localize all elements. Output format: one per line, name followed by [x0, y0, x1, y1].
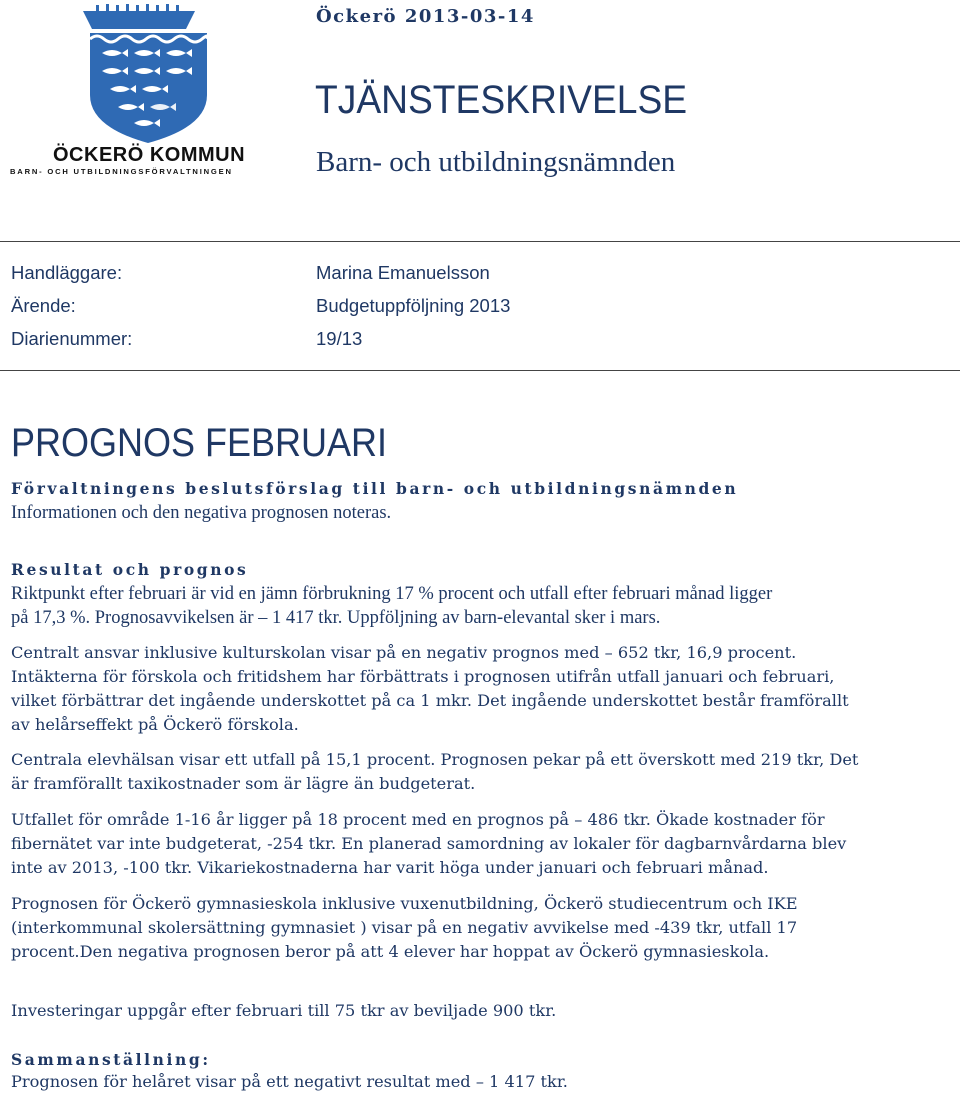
paragraph-2-line: av helårseffekt på Öckerö förskola. — [11, 715, 299, 734]
paragraph-4-line: Utfallet för område 1-16 år ligger på 18 procent med en prognos på – 486 tkr. Ökade kostnader för — [11, 810, 825, 829]
document-title: TJÄNSTESKRIVELSE — [315, 78, 688, 122]
handlaggare-label: Handläggare: — [11, 262, 123, 283]
paragraph-3 — [11, 748, 956, 796]
logo-wordmark — [10, 144, 268, 176]
section-title: PROGNOS FEBRUARI — [11, 421, 388, 465]
paragraph-1-line: på 17,3 %. Prognosavvikelsen är – 1 417 tkr. Uppföljning av barn-elevantal sker i mars. — [11, 608, 661, 628]
paragraph-5 — [11, 892, 956, 964]
paragraph-6-line: Investeringar uppgår efter februari till 75 tkr av beviljade 900 tkr. — [11, 1001, 557, 1020]
paragraph-5-line: procent.Den negativa prognosen beror på att 4 elever har hoppat av Öckerö gymnasieskola. — [11, 942, 770, 961]
paragraph-5-line: Prognosen för Öckerö gymnasieskola inklusive vuxenutbildning, Öckerö studiecentrum och IKE — [11, 894, 798, 913]
paragraph-2-line: Intäkterna för förskola och fritidshem har förbättrats i prognosen utifrån utfall januari och februari, — [11, 667, 835, 686]
header-divider — [0, 241, 960, 242]
diarienummer-label: Diarienummer: — [11, 328, 133, 349]
proposal-heading: Förvaltningens beslutsförslag till barn- och utbildningsnämnden — [11, 479, 739, 498]
paragraph-3-line: är framförallt taxikostnader som är lägre än budgeterat. — [11, 774, 476, 793]
paragraph-2-line: vilket förbättrar det ingående underskottet på ca 1 mkr. Det ingående underskottet består framförallt — [11, 691, 849, 710]
paragraph-6 — [11, 999, 956, 1023]
info-divider — [0, 370, 960, 371]
paragraph-1 — [11, 582, 956, 630]
diarienummer-value: 19/13 — [316, 328, 363, 349]
result-heading: Resultat och prognos — [11, 560, 249, 579]
paragraph-2-line: Centralt ansvar inklusive kulturskolan visar på en negativ prognos med – 652 tkr, 16,9 procent. — [11, 643, 797, 662]
handlaggare-value: Marina Emanuelsson — [316, 262, 490, 283]
paragraph-2 — [11, 641, 956, 737]
paragraph-1-line: Riktpunkt efter februari är vid en jämn förbrukning 17 % procent och utfall efter februari månad ligger — [11, 584, 773, 604]
summary-line: Prognosen för helåret visar på ett negativt resultat med – 1 417 tkr. — [11, 1072, 568, 1091]
document-date: Öckerö 2013-03-14 — [316, 6, 535, 27]
logo-name: ÖCKERÖ KOMMUN — [53, 144, 246, 166]
arende-value: Budgetuppföljning 2013 — [316, 295, 511, 316]
summary-text — [11, 1070, 956, 1094]
summary-heading: Sammanställning: — [11, 1050, 211, 1069]
boat-icon — [83, 4, 195, 29]
proposal-text: Informationen och den negativa prognosen noteras. — [11, 503, 392, 523]
arende-label: Ärende: — [11, 295, 76, 316]
paragraph-5-line: (interkommunal skolersättning gymnasiet ) visar på en negativ avvikelse med -439 tkr, utfall 17 — [11, 918, 798, 937]
paragraph-3-line: Centrala elevhälsan visar ett utfall på 15,1 procent. Prognosen pekar på ett överskott med 219 tkr, Det — [11, 750, 859, 769]
paragraph-4-line: inte av 2013, -100 tkr. Vikariekostnaderna har varit höga under januari och februari månad. — [11, 858, 769, 877]
logo-subname: BARN- OCH UTBILDNINGSFÖRVALTNINGEN — [10, 167, 233, 176]
document-subtitle: Barn- och utbildningsnämnden — [316, 146, 676, 178]
paragraph-4-line: fibernätet var inte budgeterat, -254 tkr. En planerad samordning av lokaler för dagbarnvårdarna blev — [11, 834, 847, 853]
paragraph-4 — [11, 808, 956, 880]
